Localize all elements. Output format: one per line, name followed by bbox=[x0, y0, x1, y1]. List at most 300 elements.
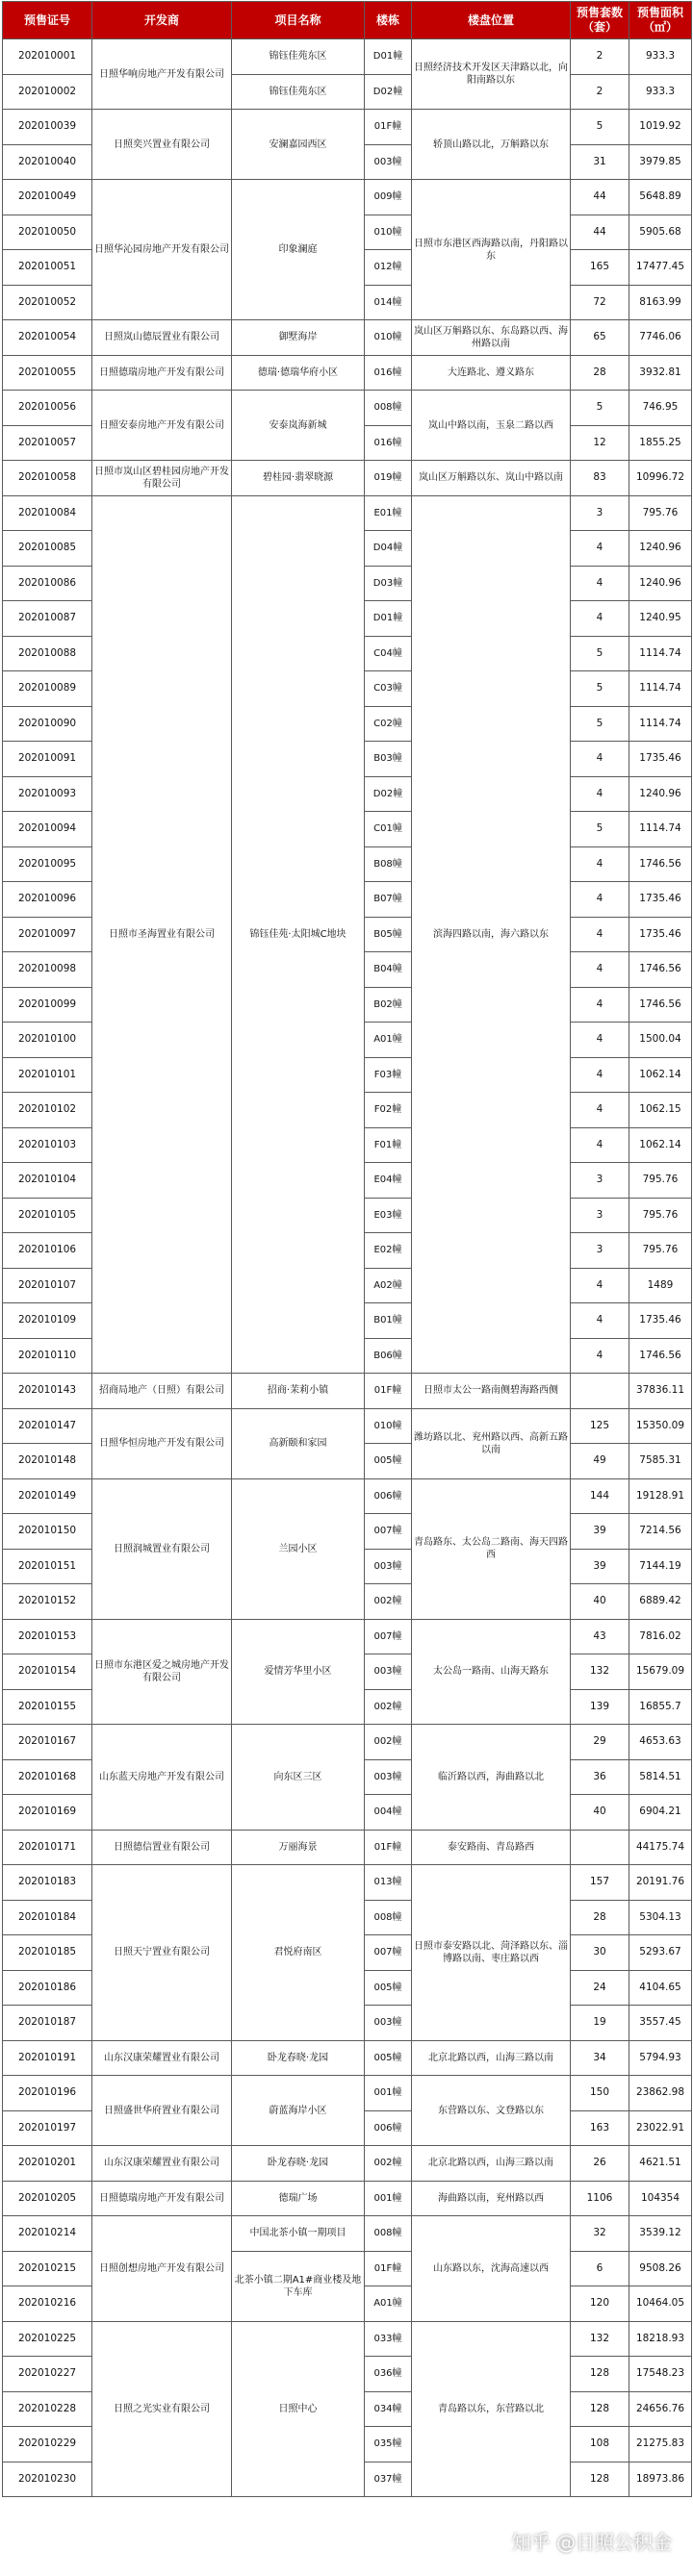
permit-number-cell: 202010055 bbox=[3, 355, 92, 391]
permit-number-cell: 202010148 bbox=[3, 1444, 92, 1479]
building-cell: B02幢 bbox=[365, 987, 412, 1023]
location-cell: 岚山区万斛路以东、岚山中路以南 bbox=[412, 461, 571, 496]
presale-area-cell: 1735.46 bbox=[629, 742, 692, 777]
building-cell: D02幢 bbox=[365, 74, 412, 110]
developer-cell: 日照市圣海置业有限公司 bbox=[92, 495, 232, 1374]
presale-area-cell: 1062.14 bbox=[629, 1057, 692, 1093]
building-cell: 004幢 bbox=[365, 1795, 412, 1831]
building-cell: 002幢 bbox=[365, 1689, 412, 1725]
building-cell: B08幢 bbox=[365, 846, 412, 882]
permit-number-cell: 202010084 bbox=[3, 495, 92, 531]
presale-area-cell: 24656.76 bbox=[629, 2391, 692, 2427]
presale-area-cell: 7144.19 bbox=[629, 1549, 692, 1584]
location-cell: 北京北路以西，山海三路以南 bbox=[412, 2146, 571, 2182]
presale-units-cell: 4 bbox=[571, 1127, 629, 1163]
permit-number-cell: 202010103 bbox=[3, 1127, 92, 1163]
building-cell: E02幢 bbox=[365, 1233, 412, 1269]
developer-cell: 山东汉康荣耀置业有限公司 bbox=[92, 2146, 232, 2182]
permit-number-cell: 202010171 bbox=[3, 1830, 92, 1865]
building-cell: F01幢 bbox=[365, 1127, 412, 1163]
presale-units-cell: 4 bbox=[571, 742, 629, 777]
presale-area-cell: 44175.74 bbox=[629, 1830, 692, 1865]
project-name-cell: 御墅海岸 bbox=[232, 320, 365, 356]
presale-area-cell: 1240.96 bbox=[629, 566, 692, 601]
table-row bbox=[3, 320, 692, 356]
building-cell: A02幢 bbox=[365, 1268, 412, 1303]
building-cell: C04幢 bbox=[365, 636, 412, 671]
presale-units-cell bbox=[571, 1374, 629, 1409]
permit-number-cell: 202010054 bbox=[3, 320, 92, 356]
presale-units-cell: 157 bbox=[571, 1865, 629, 1901]
presale-units-cell: 4 bbox=[571, 846, 629, 882]
permit-number-cell: 202010168 bbox=[3, 1759, 92, 1795]
developer-cell: 日照安泰房地产开发有限公司 bbox=[92, 391, 232, 461]
presale-units-cell: 40 bbox=[571, 1795, 629, 1831]
table-row bbox=[3, 2181, 692, 2216]
project-name-cell: 蔚蓝海岸小区 bbox=[232, 2076, 365, 2146]
building-cell: 009幢 bbox=[365, 180, 412, 215]
building-cell: 008幢 bbox=[365, 2216, 412, 2252]
presale-area-cell: 15679.09 bbox=[629, 1654, 692, 1690]
presale-area-cell: 1746.56 bbox=[629, 952, 692, 988]
presale-units-cell: 19 bbox=[571, 2006, 629, 2041]
permit-number-cell: 202010225 bbox=[3, 2321, 92, 2357]
permit-number-cell: 202010058 bbox=[3, 461, 92, 496]
presale-area-cell: 795.76 bbox=[629, 495, 692, 531]
presale-units-cell: 24 bbox=[571, 1970, 629, 2006]
presale-area-cell: 1114.74 bbox=[629, 636, 692, 671]
permit-number-cell: 202010228 bbox=[3, 2391, 92, 2427]
building-cell: E01幢 bbox=[365, 495, 412, 531]
permit-number-cell: 202010155 bbox=[3, 1689, 92, 1725]
presale-units-cell: 1106 bbox=[571, 2181, 629, 2216]
building-cell: C03幢 bbox=[365, 671, 412, 707]
permit-number-cell: 202010098 bbox=[3, 952, 92, 988]
project-name-cell: 锦钰佳苑·太阳城C地块 bbox=[232, 495, 365, 1374]
building-cell: B01幢 bbox=[365, 1303, 412, 1339]
presale-units-cell: 3 bbox=[571, 495, 629, 531]
presale-units-cell bbox=[571, 1830, 629, 1865]
project-name-cell: 印象澜庭 bbox=[232, 180, 365, 320]
building-cell: E04幢 bbox=[365, 1163, 412, 1199]
building-cell: D03幢 bbox=[365, 566, 412, 601]
presale-units-cell: 125 bbox=[571, 1408, 629, 1444]
presale-units-cell: 5 bbox=[571, 671, 629, 707]
table-row bbox=[3, 2321, 692, 2357]
building-cell: 016幢 bbox=[365, 355, 412, 391]
building-cell: D04幢 bbox=[365, 531, 412, 567]
location-cell: 青岛路以东，东营路以北 bbox=[412, 2321, 571, 2497]
permit-number-cell: 202010229 bbox=[3, 2427, 92, 2462]
project-name-cell: 锦钰佳苑东区 bbox=[232, 74, 365, 110]
table-row bbox=[3, 2040, 692, 2076]
building-cell: C01幢 bbox=[365, 812, 412, 847]
presale-units-cell: 108 bbox=[571, 2427, 629, 2462]
presale-area-cell: 1735.46 bbox=[629, 882, 692, 918]
location-cell: 日照市泰安路以北、菏泽路以东、淄博路以南、枣庄路以西 bbox=[412, 1865, 571, 2041]
building-cell: 008幢 bbox=[365, 391, 412, 426]
presale-units-cell: 3 bbox=[571, 1198, 629, 1233]
developer-cell: 日照德信置业有限公司 bbox=[92, 1830, 232, 1865]
presale-area-cell: 20191.76 bbox=[629, 1865, 692, 1901]
presale-area-cell: 1240.96 bbox=[629, 776, 692, 812]
header-developer: 开发商 bbox=[92, 2, 232, 39]
project-name-cell: 爱情芳华里小区 bbox=[232, 1619, 365, 1725]
developer-cell: 日照德瑞房地产开发有限公司 bbox=[92, 355, 232, 391]
presale-area-cell: 795.76 bbox=[629, 1198, 692, 1233]
table-row bbox=[3, 2076, 692, 2111]
presale-area-cell: 23862.98 bbox=[629, 2076, 692, 2111]
permit-number-cell: 202010090 bbox=[3, 706, 92, 742]
developer-cell: 日照德瑞房地产开发有限公司 bbox=[92, 2181, 232, 2216]
permit-number-cell: 202010100 bbox=[3, 1023, 92, 1058]
project-name-cell: 向东区三区 bbox=[232, 1725, 365, 1831]
presale-units-cell: 26 bbox=[571, 2146, 629, 2182]
project-name-cell: 高新颐和家园 bbox=[232, 1408, 365, 1478]
presale-area-cell: 1114.74 bbox=[629, 812, 692, 847]
location-cell: 滨海四路以南，海六路以东 bbox=[412, 495, 571, 1374]
location-cell: 岚山区万斛路以东、东岛路以西、海州路以南 bbox=[412, 320, 571, 356]
building-cell: 01F幢 bbox=[365, 2251, 412, 2286]
building-cell: 005幢 bbox=[365, 1444, 412, 1479]
building-cell: 002幢 bbox=[365, 1725, 412, 1760]
presale-area-cell: 8163.99 bbox=[629, 285, 692, 320]
presale-area-cell: 37836.11 bbox=[629, 1374, 692, 1409]
permit-number-cell: 202010001 bbox=[3, 39, 92, 75]
presale-units-cell: 4 bbox=[571, 531, 629, 567]
building-cell: 005幢 bbox=[365, 1970, 412, 2006]
project-name-cell: 北茶小镇二期A1#商业楼及地下车库 bbox=[232, 2251, 365, 2321]
presale-area-cell: 1746.56 bbox=[629, 1338, 692, 1374]
building-cell: 014幢 bbox=[365, 285, 412, 320]
presale-area-cell: 1019.92 bbox=[629, 110, 692, 145]
building-cell: B04幢 bbox=[365, 952, 412, 988]
location-cell: 山东路以东，沈海高速以西 bbox=[412, 2216, 571, 2322]
presale-units-cell: 150 bbox=[571, 2076, 629, 2111]
table-row bbox=[3, 1830, 692, 1865]
presale-units-cell: 83 bbox=[571, 461, 629, 496]
building-cell: 001幢 bbox=[365, 2181, 412, 2216]
building-cell: 003幢 bbox=[365, 2006, 412, 2041]
presale-units-cell: 4 bbox=[571, 1023, 629, 1058]
table-row bbox=[3, 495, 692, 531]
location-cell: 东营路以东、文登路以东 bbox=[412, 2076, 571, 2146]
building-cell: D02幢 bbox=[365, 776, 412, 812]
building-cell: 003幢 bbox=[365, 1759, 412, 1795]
presale-units-cell: 34 bbox=[571, 2040, 629, 2076]
location-cell: 大连路北、遵义路东 bbox=[412, 355, 571, 391]
table-body bbox=[3, 39, 692, 2497]
table-row bbox=[3, 1865, 692, 1901]
header-presale-units: 预售套数（套） bbox=[571, 2, 629, 39]
permit-number-cell: 202010143 bbox=[3, 1374, 92, 1409]
location-cell: 日照市太公一路南侧碧海路西侧 bbox=[412, 1374, 571, 1409]
developer-cell: 日照盛世华府置业有限公司 bbox=[92, 2076, 232, 2146]
presale-units-cell: 31 bbox=[571, 144, 629, 180]
permit-number-cell: 202010085 bbox=[3, 531, 92, 567]
permit-number-cell: 202010097 bbox=[3, 917, 92, 952]
presale-units-cell: 72 bbox=[571, 285, 629, 320]
presale-units-cell: 128 bbox=[571, 2462, 629, 2497]
building-cell: D01幢 bbox=[365, 601, 412, 637]
table-row bbox=[3, 2146, 692, 2182]
table-row bbox=[3, 355, 692, 391]
table-row bbox=[3, 1374, 692, 1409]
building-cell: 012幢 bbox=[365, 250, 412, 286]
permit-number-cell: 202010149 bbox=[3, 1478, 92, 1514]
presale-units-cell: 5 bbox=[571, 110, 629, 145]
presale-units-cell: 5 bbox=[571, 636, 629, 671]
building-cell: 01F幢 bbox=[365, 1830, 412, 1865]
table-row bbox=[3, 180, 692, 215]
presale-area-cell: 10464.05 bbox=[629, 2286, 692, 2322]
presale-units-cell: 65 bbox=[571, 320, 629, 356]
building-cell: B07幢 bbox=[365, 882, 412, 918]
project-name-cell: 德瑞·德瑞华府小区 bbox=[232, 355, 365, 391]
presale-units-cell: 4 bbox=[571, 1057, 629, 1093]
building-cell: D01幢 bbox=[365, 39, 412, 75]
presale-units-cell: 30 bbox=[571, 1935, 629, 1971]
permit-number-cell: 202010087 bbox=[3, 601, 92, 637]
building-cell: 010幢 bbox=[365, 320, 412, 356]
permit-number-cell: 202010049 bbox=[3, 180, 92, 215]
permit-number-cell: 202010214 bbox=[3, 2216, 92, 2252]
presale-area-cell: 5648.89 bbox=[629, 180, 692, 215]
permit-number-cell: 202010052 bbox=[3, 285, 92, 320]
presale-area-cell: 1240.96 bbox=[629, 531, 692, 567]
presale-area-cell: 933.3 bbox=[629, 39, 692, 75]
presale-units-cell: 6 bbox=[571, 2251, 629, 2286]
presale-units-cell: 4 bbox=[571, 566, 629, 601]
location-cell: 泰安路南、青岛路西 bbox=[412, 1830, 571, 1865]
permit-number-cell: 202010150 bbox=[3, 1514, 92, 1550]
presale-area-cell: 1735.46 bbox=[629, 917, 692, 952]
table-row bbox=[3, 1725, 692, 1760]
presale-permit-table bbox=[2, 1, 692, 2497]
building-cell: F03幢 bbox=[365, 1057, 412, 1093]
building-cell: 002幢 bbox=[365, 1584, 412, 1620]
presale-area-cell: 5905.68 bbox=[629, 215, 692, 250]
permit-number-cell: 202010056 bbox=[3, 391, 92, 426]
developer-cell: 日照之光实业有限公司 bbox=[92, 2321, 232, 2497]
presale-area-cell: 3932.81 bbox=[629, 355, 692, 391]
building-cell: C02幢 bbox=[365, 706, 412, 742]
permit-number-cell: 202010184 bbox=[3, 1900, 92, 1935]
permit-number-cell: 202010215 bbox=[3, 2251, 92, 2286]
presale-area-cell: 3979.85 bbox=[629, 144, 692, 180]
presale-units-cell: 4 bbox=[571, 1338, 629, 1374]
location-cell: 海曲路以南，兖州路以西 bbox=[412, 2181, 571, 2216]
presale-area-cell: 933.3 bbox=[629, 74, 692, 110]
presale-area-cell: 5794.93 bbox=[629, 2040, 692, 2076]
building-cell: 003幢 bbox=[365, 1654, 412, 1690]
presale-area-cell: 7585.31 bbox=[629, 1444, 692, 1479]
building-cell: 016幢 bbox=[365, 425, 412, 461]
presale-area-cell: 5814.51 bbox=[629, 1759, 692, 1795]
table-header-row bbox=[3, 2, 692, 39]
presale-units-cell: 44 bbox=[571, 215, 629, 250]
table-row bbox=[3, 391, 692, 426]
presale-units-cell: 4 bbox=[571, 882, 629, 918]
presale-units-cell: 5 bbox=[571, 812, 629, 847]
presale-area-cell: 15350.09 bbox=[629, 1408, 692, 1444]
presale-units-cell: 49 bbox=[571, 1444, 629, 1479]
header-location: 楼盘位置 bbox=[412, 2, 571, 39]
header-building: 楼栋 bbox=[365, 2, 412, 39]
presale-units-cell: 128 bbox=[571, 2357, 629, 2392]
building-cell: 019幢 bbox=[365, 461, 412, 496]
presale-units-cell: 39 bbox=[571, 1549, 629, 1584]
presale-units-cell: 44 bbox=[571, 180, 629, 215]
building-cell: 006幢 bbox=[365, 1478, 412, 1514]
presale-area-cell: 1240.95 bbox=[629, 601, 692, 637]
building-cell: 002幢 bbox=[365, 2146, 412, 2182]
header-permit-number: 预售证号 bbox=[3, 2, 92, 39]
permit-number-cell: 202010091 bbox=[3, 742, 92, 777]
permit-number-cell: 202010186 bbox=[3, 1970, 92, 2006]
presale-area-cell: 9508.26 bbox=[629, 2251, 692, 2286]
developer-cell: 日照岚山德辰置业有限公司 bbox=[92, 320, 232, 356]
project-name-cell: 碧桂园·翡翠晓源 bbox=[232, 461, 365, 496]
presale-area-cell: 19128.91 bbox=[629, 1478, 692, 1514]
building-cell: 007幢 bbox=[365, 1935, 412, 1971]
permit-number-cell: 202010109 bbox=[3, 1303, 92, 1339]
building-cell: 035幢 bbox=[365, 2427, 412, 2462]
permit-number-cell: 202010104 bbox=[3, 1163, 92, 1199]
presale-units-cell: 5 bbox=[571, 391, 629, 426]
permit-number-cell: 202010050 bbox=[3, 215, 92, 250]
presale-area-cell: 1062.15 bbox=[629, 1093, 692, 1128]
building-cell: B06幢 bbox=[365, 1338, 412, 1374]
permit-number-cell: 202010151 bbox=[3, 1549, 92, 1584]
permit-number-cell: 202010057 bbox=[3, 425, 92, 461]
building-cell: 010幢 bbox=[365, 1408, 412, 1444]
presale-area-cell: 17477.45 bbox=[629, 250, 692, 286]
location-cell: 青岛路东、太公岛二路南、海天四路西 bbox=[412, 1478, 571, 1619]
building-cell: 007幢 bbox=[365, 1619, 412, 1654]
permit-number-cell: 202010227 bbox=[3, 2357, 92, 2392]
project-name-cell: 安泰岚海新城 bbox=[232, 391, 365, 461]
presale-units-cell: 139 bbox=[571, 1689, 629, 1725]
building-cell: 037幢 bbox=[365, 2462, 412, 2497]
presale-area-cell: 17548.23 bbox=[629, 2357, 692, 2392]
permit-number-cell: 202010095 bbox=[3, 846, 92, 882]
permit-number-cell: 202010089 bbox=[3, 671, 92, 707]
building-cell: 01F幢 bbox=[365, 1374, 412, 1409]
presale-area-cell: 3539.12 bbox=[629, 2216, 692, 2252]
presale-units-cell: 4 bbox=[571, 1268, 629, 1303]
permit-number-cell: 202010201 bbox=[3, 2146, 92, 2182]
location-cell: 岚山中路以南，玉泉二路以西 bbox=[412, 391, 571, 461]
presale-area-cell: 1489 bbox=[629, 1268, 692, 1303]
building-cell: A01幢 bbox=[365, 2286, 412, 2322]
presale-area-cell: 7746.06 bbox=[629, 320, 692, 356]
developer-cell: 日照华响房地产开发有限公司 bbox=[92, 39, 232, 110]
project-name-cell: 万丽海景 bbox=[232, 1830, 365, 1865]
building-cell: 001幢 bbox=[365, 2076, 412, 2111]
presale-units-cell: 4 bbox=[571, 1093, 629, 1128]
presale-area-cell: 1114.74 bbox=[629, 706, 692, 742]
presale-units-cell: 40 bbox=[571, 1584, 629, 1620]
presale-units-cell: 43 bbox=[571, 1619, 629, 1654]
project-name-cell: 卧龙春晓·龙园 bbox=[232, 2040, 365, 2076]
developer-cell: 日照奕兴置业有限公司 bbox=[92, 110, 232, 180]
presale-units-cell: 4 bbox=[571, 601, 629, 637]
building-cell: B03幢 bbox=[365, 742, 412, 777]
permit-number-cell: 202010205 bbox=[3, 2181, 92, 2216]
permit-number-cell: 202010051 bbox=[3, 250, 92, 286]
project-name-cell: 德瑞广场 bbox=[232, 2181, 365, 2216]
developer-cell: 招商局地产（日照）有限公司 bbox=[92, 1374, 232, 1409]
presale-units-cell: 28 bbox=[571, 355, 629, 391]
presale-area-cell: 10996.72 bbox=[629, 461, 692, 496]
presale-area-cell: 5304.13 bbox=[629, 1900, 692, 1935]
presale-area-cell: 7816.02 bbox=[629, 1619, 692, 1654]
presale-area-cell: 4653.63 bbox=[629, 1725, 692, 1760]
building-cell: 003幢 bbox=[365, 1549, 412, 1584]
project-name-cell: 锦钰佳苑东区 bbox=[232, 39, 365, 75]
presale-units-cell: 12 bbox=[571, 425, 629, 461]
permit-number-cell: 202010191 bbox=[3, 2040, 92, 2076]
table-row bbox=[3, 39, 692, 75]
permit-number-cell: 202010196 bbox=[3, 2076, 92, 2111]
presale-units-cell: 2 bbox=[571, 74, 629, 110]
permit-number-cell: 202010088 bbox=[3, 636, 92, 671]
permit-number-cell: 202010185 bbox=[3, 1935, 92, 1971]
presale-area-cell: 7214.56 bbox=[629, 1514, 692, 1550]
permit-number-cell: 202010093 bbox=[3, 776, 92, 812]
project-name-cell: 日照中心 bbox=[232, 2321, 365, 2497]
permit-number-cell: 202010230 bbox=[3, 2462, 92, 2497]
presale-units-cell: 4 bbox=[571, 952, 629, 988]
presale-units-cell: 2 bbox=[571, 39, 629, 75]
permit-number-cell: 202010167 bbox=[3, 1725, 92, 1760]
presale-units-cell: 3 bbox=[571, 1233, 629, 1269]
presale-units-cell: 4 bbox=[571, 1303, 629, 1339]
location-cell: 太公岛一路南、山海天路东 bbox=[412, 1619, 571, 1725]
building-cell: F02幢 bbox=[365, 1093, 412, 1128]
table-row bbox=[3, 1408, 692, 1444]
developer-cell: 日照市东港区爱之城房地产开发有限公司 bbox=[92, 1619, 232, 1725]
location-cell: 轿顶山路以北，万斛路以东 bbox=[412, 110, 571, 180]
developer-cell: 日照华恒房地产开发有限公司 bbox=[92, 1408, 232, 1478]
presale-area-cell: 4621.51 bbox=[629, 2146, 692, 2182]
permit-number-cell: 202010096 bbox=[3, 882, 92, 918]
building-cell: A01幢 bbox=[365, 1023, 412, 1058]
presale-area-cell: 6904.21 bbox=[629, 1795, 692, 1831]
presale-units-cell: 120 bbox=[571, 2286, 629, 2322]
presale-units-cell: 5 bbox=[571, 706, 629, 742]
presale-area-cell: 795.76 bbox=[629, 1163, 692, 1199]
presale-area-cell: 3557.45 bbox=[629, 2006, 692, 2041]
location-cell: 日照市东港区西海路以南，丹阳路以东 bbox=[412, 180, 571, 320]
table-row bbox=[3, 461, 692, 496]
permit-number-cell: 202010086 bbox=[3, 566, 92, 601]
developer-cell: 日照创想房地产开发有限公司 bbox=[92, 2216, 232, 2322]
presale-area-cell: 21275.83 bbox=[629, 2427, 692, 2462]
building-cell: 007幢 bbox=[365, 1514, 412, 1550]
presale-area-cell: 5293.67 bbox=[629, 1935, 692, 1971]
building-cell: 01F幢 bbox=[365, 110, 412, 145]
location-cell: 北京北路以西，山海三路以南 bbox=[412, 2040, 571, 2076]
building-cell: B05幢 bbox=[365, 917, 412, 952]
building-cell: 013幢 bbox=[365, 1865, 412, 1901]
permit-number-cell: 202010101 bbox=[3, 1057, 92, 1093]
permit-number-cell: 202010002 bbox=[3, 74, 92, 110]
building-cell: 033幢 bbox=[365, 2321, 412, 2357]
table-row bbox=[3, 1478, 692, 1514]
presale-units-cell: 32 bbox=[571, 2216, 629, 2252]
